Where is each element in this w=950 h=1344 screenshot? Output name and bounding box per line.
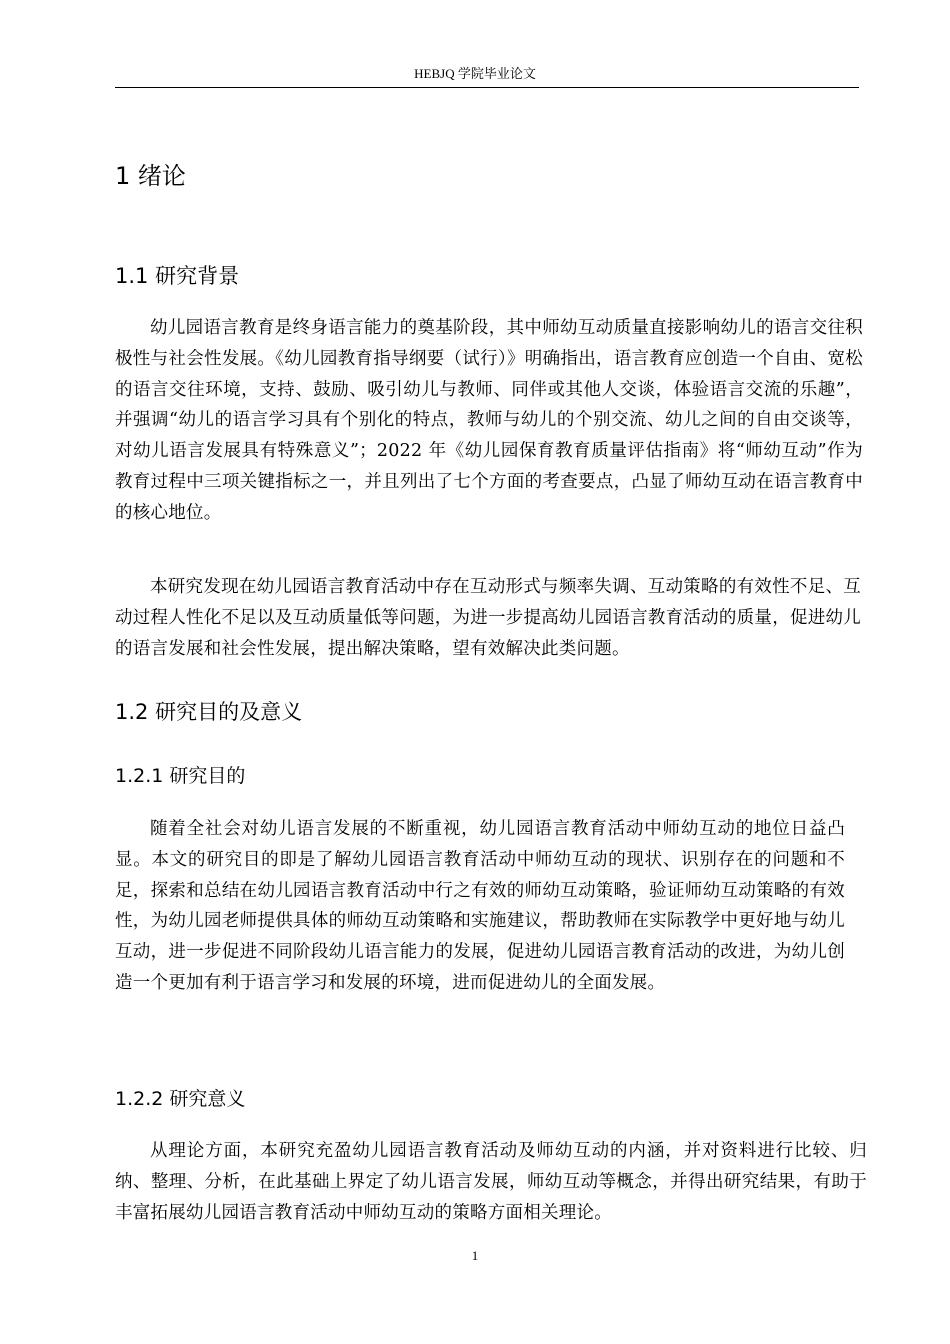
running-header: HEBJQ 学院毕业论文 xyxy=(414,66,536,81)
section-1-2-2-paragraph: 从理论方面，本研究充盈幼儿园语言教育活动及师幼互动的内涵，并对资料进行比较、归纳、整理、分析，在此基础上界定了幼儿语言发展，师幼互动等概念，并得出研究结果，有助于丰富拓展幼儿园语言教育活动中师幼互动的策略方面相关理论。 xyxy=(115,1141,867,1223)
chapter-title: 1 绪论 xyxy=(115,162,186,190)
section-1-2-1-paragraph: 随着全社会对幼儿语言发展的不断重视，幼儿园语言教育活动中师幼互动的地位日益凸显。本文的研究目的即是了解幼儿园语言教育活动中师幼互动的现状、识别存在的问题和不足，探索和总结在幼儿园语言教育活动中行之有效的师幼互动策略，验证师幼互动策略的有效性，为幼儿园老师提供具体的师幼互动策略和实施建议，帮助教师在实际教学中更好地与幼儿互动，进一步促进不同阶段幼儿语言能力的发展，促进幼儿园语言教育活动的改进，为幼儿创造一个更加有利于语言学习和发展的环境，进而促进幼儿的全面发展。 xyxy=(115,819,845,993)
page-number: 1 xyxy=(471,1248,479,1263)
section-1-2-2-title: 1.2.2 研究意义 xyxy=(115,1088,246,1110)
section-1-1-paragraph-1: 幼儿园语言教育是终身语言能力的奠基阶段，其中师幼互动质量直接影响幼儿的语言交往积极性与社会性发展。《幼儿园教育指导纲要（试行）》明确指出，语言教育应创造一个自由、宽松的语言交往环境，支持、鼓励、吸引幼儿与教师、同伴或其他人交谈，体验语言交流的乐趣”，并强调“幼儿的语言学习具有个别化的特点，教师与幼儿的个别交流、幼儿之间的自由交谈等，对幼儿语言发展具有特殊意义”；2022 年《幼儿园保育教育质量评估指南》将“师幼互动”作为教育过程中三项关键指标之一，并且列出了七个方面的考查要点，凸显了师幼互动在语言教育中的核心地位。 xyxy=(115,318,863,523)
header-rule xyxy=(115,87,859,88)
section-1-1-paragraph-2: 本研究发现在幼儿园语言教育活动中存在互动形式与频率失调、互动策略的有效性不足、互动过程人性化不足以及互动质量低等问题，为进一步提高幼儿园语言教育活动的质量，促进幼儿的语言发展和社会性发展，提出解决策略，望有效解决此类问题。 xyxy=(115,577,861,659)
section-1-2-title: 1.2 研究目的及意义 xyxy=(115,700,303,724)
section-1-2-1-title: 1.2.1 研究目的 xyxy=(115,765,246,787)
section-1-1-title: 1.1 研究背景 xyxy=(115,264,240,288)
